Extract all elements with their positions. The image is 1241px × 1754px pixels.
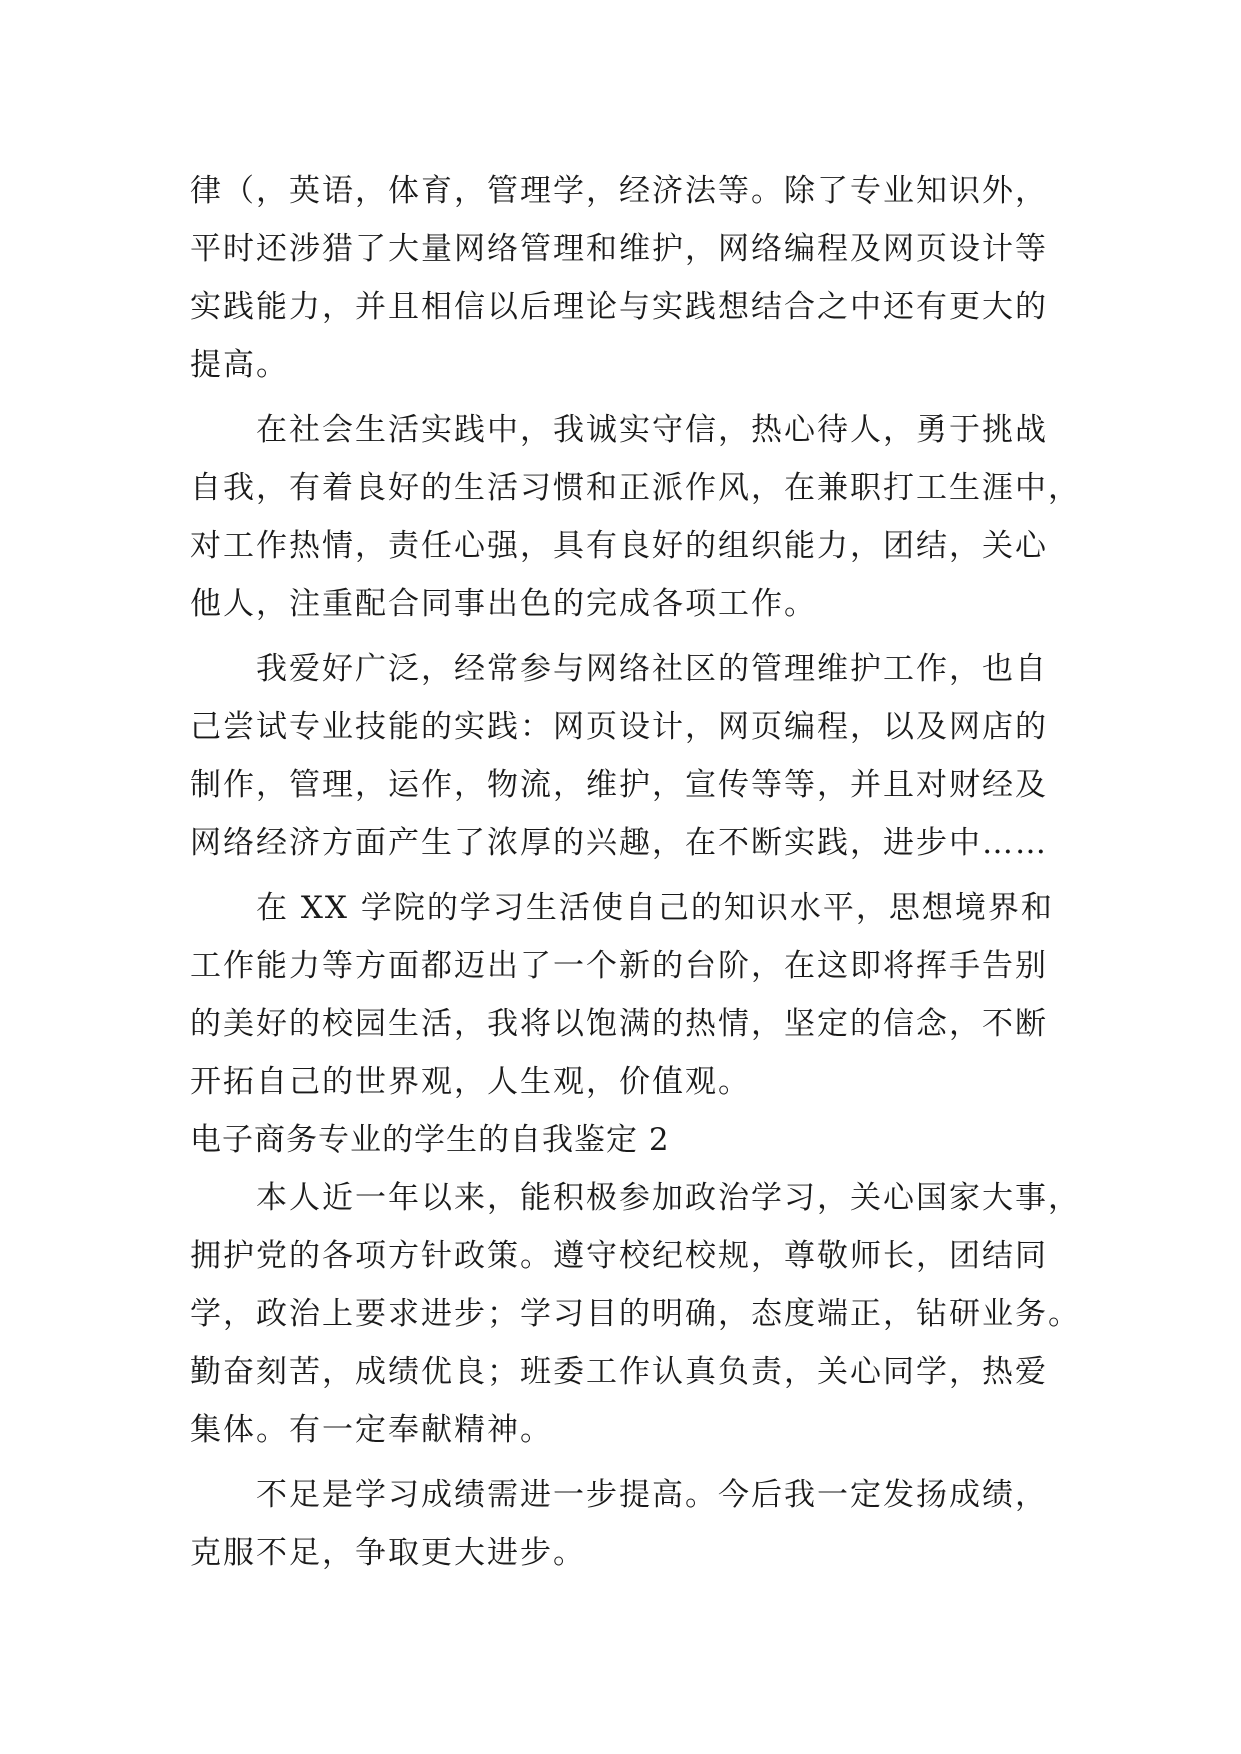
text-line: 在社会生活实践中，我诚实守信，热心待人，勇于挑战 — [256, 412, 1048, 448]
text-line: 在 XX 学院的学习生活使自己的知识水平，思想境界和 — [256, 890, 1054, 926]
text-line: 拥护党的各项方针政策。遵守校纪校规，尊敬师长，团结同 — [190, 1238, 1048, 1274]
text-line: 集体。有一定奉献精神。 — [190, 1412, 553, 1448]
paragraph-spacer — [190, 394, 1050, 401]
text-line: 制作，管理，运作，物流，维护，宣传等等，并且对财经及 — [190, 767, 1048, 803]
text-line: 勤奋刻苦，成绩优良；班委工作认真负责，关心同学，热爱 — [190, 1354, 1048, 1390]
paragraph — [190, 640, 1050, 872]
paragraph — [190, 401, 1081, 633]
text-line: 对工作热情，责任心强，具有良好的组织能力，团结，关心 — [190, 528, 1048, 564]
paragraph-spacer — [190, 633, 1050, 640]
text-line: 工作能力等方面都迈出了一个新的台阶，在这即将挥手告别 — [190, 948, 1048, 984]
section-title: 电子商务专业的学生的自我鉴定 2 — [190, 1122, 670, 1158]
paragraph — [190, 162, 1050, 394]
text-line: 律（，英语，体育，管理学，经济法等。除了专业知识外， — [190, 173, 1048, 209]
paragraph-spacer — [190, 1459, 1050, 1466]
text-line: 不足是学习成绩需进一步提高。今后我一定发扬成绩， — [256, 1477, 1048, 1513]
text-line: 我爱好广泛，经常参与网络社区的管理维护工作，也自 — [256, 651, 1048, 687]
text-line: 平时还涉猎了大量网络管理和维护，网络编程及网页设计等 — [190, 231, 1048, 267]
paragraph-spacer — [190, 872, 1050, 879]
text-line: 开拓自己的世界观，人生观，价值观。 — [190, 1064, 751, 1100]
text-line: 实践能力，并且相信以后理论与实践想结合之中还有更大的 — [190, 289, 1048, 325]
paragraph — [190, 879, 1054, 1111]
text-line: 己尝试专业技能的实践：网页设计，网页编程，以及网店的 — [190, 709, 1048, 745]
text-line: 提高。 — [190, 347, 289, 383]
text-line: 的美好的校园生活，我将以饱满的热情，坚定的信念，不断 — [190, 1006, 1048, 1042]
paragraph — [190, 1466, 1050, 1582]
text-line: 他人，注重配合同事出色的完成各项工作。 — [190, 586, 817, 622]
text-line: 网络经济方面产生了浓厚的兴趣，在不断实践，进步中…… — [190, 825, 1048, 861]
text-line: 本人近一年以来，能积极参加政治学习，关心国家大事， — [256, 1180, 1081, 1216]
paragraph — [190, 1169, 1081, 1459]
text-line: 自我，有着良好的生活习惯和正派作风，在兼职打工生涯中， — [190, 470, 1081, 506]
text-line: 学，政治上要求进步；学习目的明确，态度端正，钻研业务。 — [190, 1296, 1081, 1332]
text-line: 克服不足，争取更大进步。 — [190, 1535, 586, 1571]
document-body — [190, 162, 1081, 1582]
